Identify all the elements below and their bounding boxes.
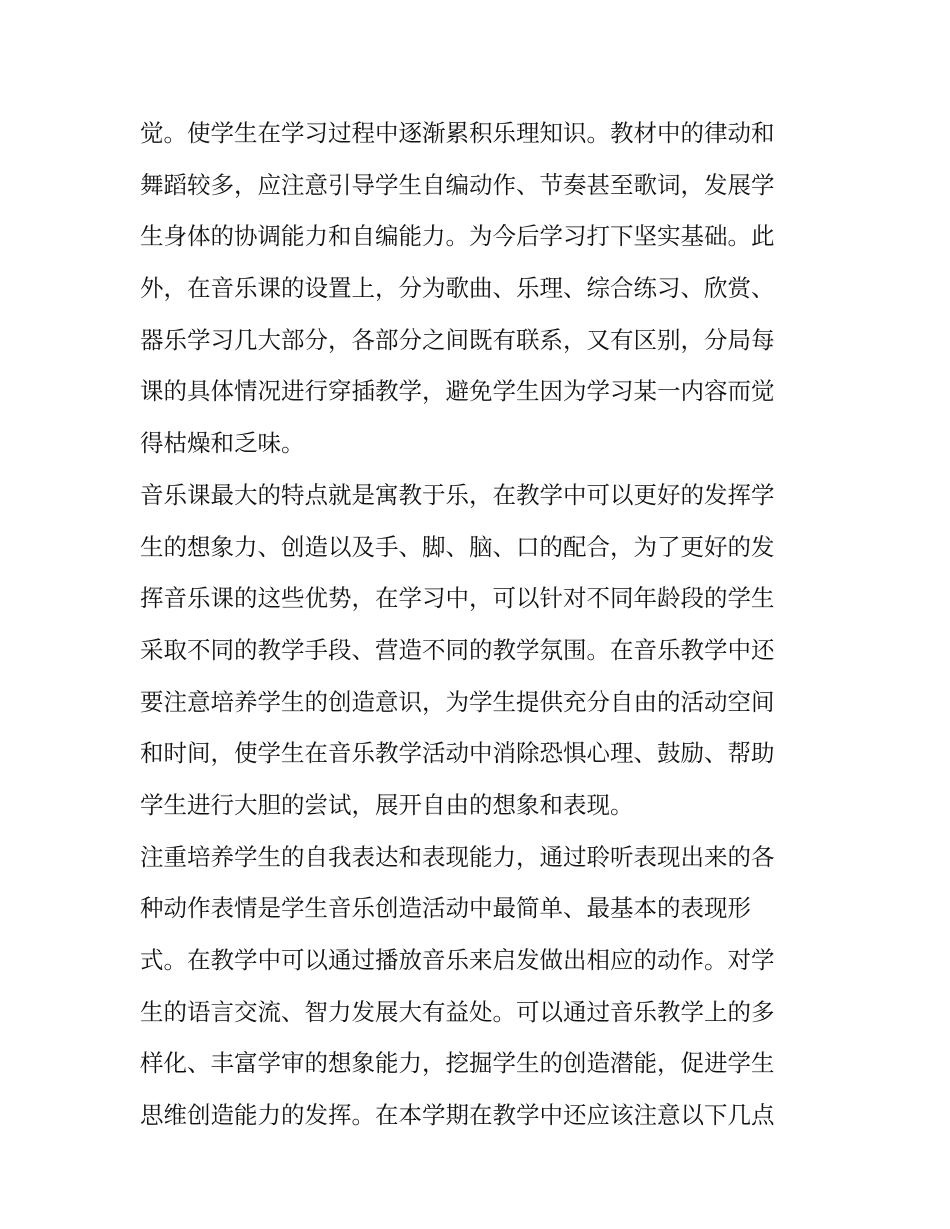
text-line: 音乐课最大的特点就是寓教于乐，在教学中可以更好的发挥学 (140, 480, 775, 509)
text-line: 觉。使学生在学习过程中逐渐累积乐理知识。教材中的律动和 (140, 119, 775, 147)
text-line: 式。在教学中可以通过播放音乐来启发做出相应的动作。对学 (140, 946, 775, 974)
text-line: 要注意培养学生的创造意识，为学生提供充分自由的活动空间 (140, 687, 775, 716)
text-line: 生身体的协调能力和自编能力。为今后学习打下坚实基础。此 (140, 222, 775, 251)
text-line: 种动作表情是学生音乐创造活动中最简单、最基本的表现形 (140, 894, 751, 923)
text-line: 外，在音乐课的设置上，分为歌曲、乐理、综合练习、欣赏、 (140, 274, 775, 303)
text-line: 学生进行大胆的尝试，展开自由的想象和表现。 (140, 790, 634, 819)
text-line: 得枯燥和乏味。 (140, 429, 305, 458)
text-line: 挥音乐课的这些优势，在学习中，可以针对不同年龄段的学生 (140, 584, 775, 613)
text-line: 样化、丰富学审的想象能力，挖掘学生的创造潜能，促进学生 (140, 1049, 775, 1078)
text-line: 和时间，使学生在音乐教学活动中消除恐惧心理、鼓励、帮助 (140, 739, 775, 768)
text-line: 器乐学习几大部分，各部分之间既有联系，又有区别，分局每 (140, 325, 775, 354)
text-line: 思维创造能力的发挥。在本学期在教学中还应该注意以下几点 (140, 1101, 775, 1130)
document-body (140, 108, 820, 1142)
text-line: 舞蹈较多，应注意引导学生自编动作、节奏甚至歌词，发展学 (140, 170, 775, 199)
text-line: 采取不同的教学手段、营造不同的教学氛围。在音乐教学中还 (140, 635, 775, 664)
text-line: 生的语言交流、智力发展大有益处。可以通过音乐教学上的多 (140, 997, 775, 1026)
text-line: 注重培养学生的自我表达和表现能力，通过聆听表现出来的各 (140, 842, 775, 871)
text-line: 课的具体情况进行穿插教学，避免学生因为学习某一内容而觉 (140, 377, 775, 406)
text-line: 生的想象力、创造以及手、脚、脑、口的配合，为了更好的发 (140, 532, 775, 561)
